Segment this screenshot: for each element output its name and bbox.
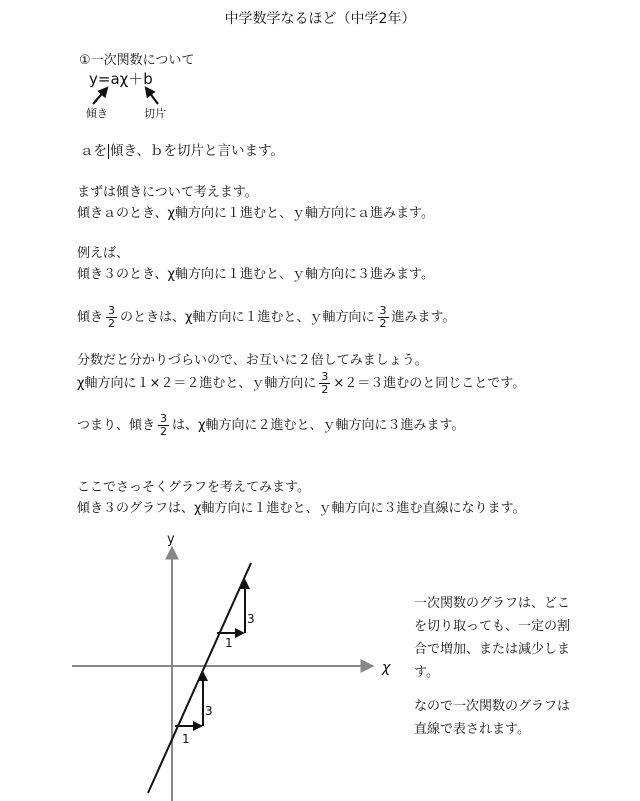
fraction	[106, 305, 117, 330]
paragraph-line: 傾きａのとき、χ軸方向に１進むと、ｙ軸方向にａ進みます。	[77, 206, 434, 221]
paragraph-line: まずは傾きについて考えます。	[77, 185, 258, 200]
fraction-denominator: 2	[108, 317, 116, 330]
fraction	[378, 305, 389, 330]
fraction-denominator: 2	[321, 383, 329, 396]
fraction-line-4	[77, 413, 465, 438]
upper-run-label: 1	[225, 636, 233, 650]
function-line	[148, 563, 251, 793]
paragraph-line: 傾き３のとき、χ軸方向に１進むと、ｙ軸方向に３進みます。	[77, 267, 434, 282]
fraction-numerator: 3	[379, 304, 387, 317]
definition-part-b: 傾き、ｂを切片と言います。	[110, 143, 284, 159]
fraction	[158, 413, 169, 438]
section-heading: ①一次関数について	[79, 53, 195, 68]
note-paragraph-1: 一次関数のグラフは、どこを切り取っても、一定の割合で増加、または減少します。	[414, 596, 571, 680]
fraction-line-3	[77, 371, 525, 396]
y-axis-label: y	[167, 532, 175, 547]
definition-part-a: ａを	[80, 143, 107, 159]
text-segment: ×２＝３進むのと同じことです。	[333, 376, 526, 391]
definition-line	[80, 139, 284, 159]
intercept-arrow-icon	[146, 88, 158, 104]
text-segment: つまり、傾き	[77, 418, 156, 433]
fraction-numerator: 3	[160, 412, 168, 425]
text-segment: は、χ軸方向に２進むと、ｙ軸方向に３進みます。	[172, 418, 465, 433]
label-intercept: 切片	[144, 107, 166, 120]
page-title: 中学数学なるほど（中学2年）	[224, 11, 416, 27]
text-segment: のときは、χ軸方向に１進むと、ｙ軸方向に	[120, 310, 375, 325]
fraction	[319, 371, 330, 396]
text-segment: 進みます。	[391, 310, 456, 325]
fraction-denominator: 2	[379, 317, 387, 330]
text-segment: 傾き	[77, 310, 104, 325]
note-paragraph-2: なので一次関数のグラフは直線で表されます。	[414, 699, 571, 737]
fraction-numerator: 3	[108, 304, 116, 317]
linear-function-graph	[0, 525, 410, 801]
paragraph-line: 分数だと分かりづらいので、お互いに２倍してみましょう。	[77, 353, 428, 368]
upper-rise-label: 3	[247, 612, 255, 626]
lower-rise-label: 3	[205, 704, 213, 718]
paragraph-line: 傾き３のグラフは、χ軸方向に１進むと、ｙ軸方向に３進む直線になります。	[77, 501, 526, 516]
slope-arrow-icon	[93, 88, 107, 104]
paragraph-line: 例えば、	[77, 246, 130, 261]
fraction-denominator: 2	[160, 425, 168, 438]
paragraph-line: ここでさっそくグラフを考えてみます。	[77, 480, 310, 495]
fraction-numerator: 3	[321, 370, 329, 383]
text-segment: χ軸方向に１×２＝２進むと、ｙ軸方向に	[77, 376, 317, 391]
label-slope: 傾き	[86, 107, 108, 120]
lower-run-label: 1	[182, 732, 190, 746]
formula: y=aχ＋b	[89, 70, 153, 88]
text-cursor	[108, 144, 109, 159]
fraction-line-1	[77, 305, 456, 330]
x-axis-label: χ	[382, 660, 391, 676]
